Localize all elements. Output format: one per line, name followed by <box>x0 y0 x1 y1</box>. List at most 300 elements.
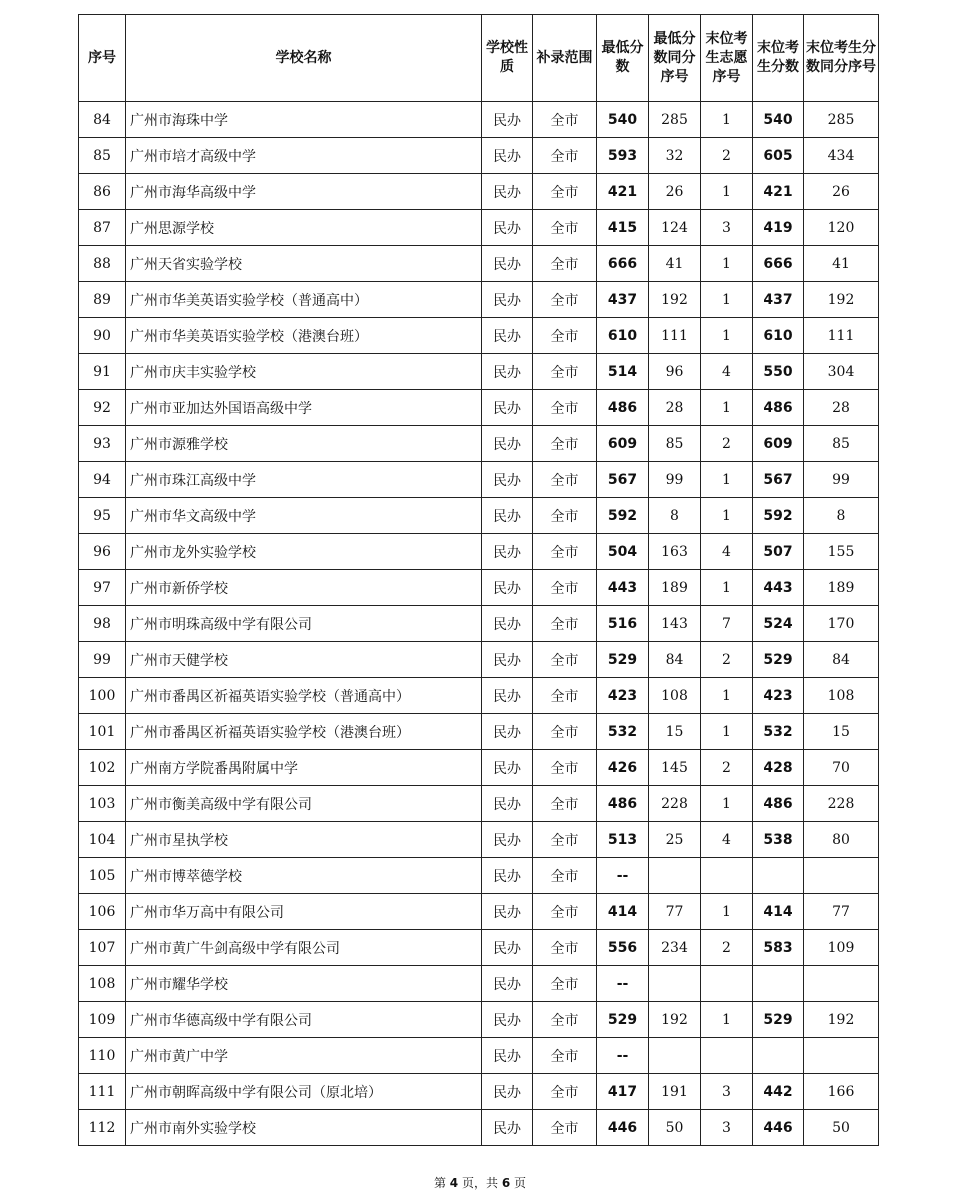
cell-scope: 全市 <box>533 714 597 750</box>
cell-index: 84 <box>79 102 126 138</box>
cell-last-score: 442 <box>753 1074 804 1110</box>
cell-last-choice-order: 3 <box>701 210 753 246</box>
cell-scope: 全市 <box>533 822 597 858</box>
table-row <box>79 750 879 786</box>
cell-min-score-rank: 192 <box>649 282 701 318</box>
cell-school-name: 广州市海珠中学 <box>126 102 482 138</box>
cell-scope: 全市 <box>533 606 597 642</box>
header-index: 序号 <box>79 15 126 102</box>
cell-last-choice-order: 1 <box>701 318 753 354</box>
cell-scope: 全市 <box>533 1002 597 1038</box>
cell-school-name: 广州市天健学校 <box>126 642 482 678</box>
cell-last-score-rank: 26 <box>804 174 879 210</box>
cell-min-score-rank: 96 <box>649 354 701 390</box>
cell-index: 94 <box>79 462 126 498</box>
cell-index: 92 <box>79 390 126 426</box>
table-body <box>79 102 879 1146</box>
cell-index: 109 <box>79 1002 126 1038</box>
cell-min-score: 423 <box>597 678 649 714</box>
cell-last-score-rank: 50 <box>804 1110 879 1146</box>
cell-min-score: 417 <box>597 1074 649 1110</box>
cell-scope: 全市 <box>533 858 597 894</box>
cell-min-score: 504 <box>597 534 649 570</box>
cell-scope: 全市 <box>533 210 597 246</box>
cell-school-type: 民办 <box>482 750 533 786</box>
cell-index: 99 <box>79 642 126 678</box>
cell-school-name: 广州市培才高级中学 <box>126 138 482 174</box>
cell-index: 102 <box>79 750 126 786</box>
cell-index: 93 <box>79 426 126 462</box>
cell-last-choice-order: 1 <box>701 786 753 822</box>
cell-school-name: 广州市南外实验学校 <box>126 1110 482 1146</box>
table-row <box>79 426 879 462</box>
cell-min-score: 443 <box>597 570 649 606</box>
cell-scope: 全市 <box>533 642 597 678</box>
cell-school-name: 广州市朝晖高级中学有限公司（原北培） <box>126 1074 482 1110</box>
cell-last-score-rank: 70 <box>804 750 879 786</box>
cell-school-name: 广州南方学院番禺附属中学 <box>126 750 482 786</box>
cell-scope: 全市 <box>533 678 597 714</box>
cell-school-type: 民办 <box>482 822 533 858</box>
cell-min-score-rank <box>649 1038 701 1074</box>
cell-school-type: 民办 <box>482 462 533 498</box>
cell-last-choice-order: 4 <box>701 822 753 858</box>
table-row <box>79 354 879 390</box>
cell-last-score: 610 <box>753 318 804 354</box>
cell-last-score: 550 <box>753 354 804 390</box>
table-row <box>79 570 879 606</box>
cell-min-score-rank: 50 <box>649 1110 701 1146</box>
cell-school-type: 民办 <box>482 1002 533 1038</box>
cell-last-score: 443 <box>753 570 804 606</box>
cell-index: 89 <box>79 282 126 318</box>
cell-scope: 全市 <box>533 318 597 354</box>
table-row <box>79 930 879 966</box>
table-row <box>79 246 879 282</box>
cell-scope: 全市 <box>533 102 597 138</box>
cell-min-score: 529 <box>597 1002 649 1038</box>
cell-last-score: 567 <box>753 462 804 498</box>
cell-min-score: 514 <box>597 354 649 390</box>
cell-school-name: 广州市华德高级中学有限公司 <box>126 1002 482 1038</box>
cell-last-choice-order: 1 <box>701 246 753 282</box>
footer-suffix: 页 <box>514 1176 527 1190</box>
cell-last-score: 605 <box>753 138 804 174</box>
table-row <box>79 1110 879 1146</box>
cell-last-score-rank: 304 <box>804 354 879 390</box>
cell-scope: 全市 <box>533 138 597 174</box>
cell-last-score-rank: 109 <box>804 930 879 966</box>
cell-school-name: 广州市博萃德学校 <box>126 858 482 894</box>
header-scope: 补录范围 <box>533 15 597 102</box>
cell-min-score-rank: 228 <box>649 786 701 822</box>
cell-min-score: 666 <box>597 246 649 282</box>
table-row <box>79 894 879 930</box>
cell-last-score-rank: 77 <box>804 894 879 930</box>
cell-scope: 全市 <box>533 246 597 282</box>
cell-index: 91 <box>79 354 126 390</box>
cell-last-choice-order: 1 <box>701 678 753 714</box>
cell-index: 101 <box>79 714 126 750</box>
cell-min-score: -- <box>597 966 649 1002</box>
cell-min-score: 610 <box>597 318 649 354</box>
cell-min-score-rank: 111 <box>649 318 701 354</box>
cell-index: 105 <box>79 858 126 894</box>
cell-min-score: 437 <box>597 282 649 318</box>
cell-min-score: -- <box>597 1038 649 1074</box>
cell-school-name: 广州市番禺区祈福英语实验学校（普通高中） <box>126 678 482 714</box>
header-school-type: 学校性质 <box>482 15 533 102</box>
cell-last-score-rank: 28 <box>804 390 879 426</box>
cell-school-type: 民办 <box>482 534 533 570</box>
cell-scope: 全市 <box>533 462 597 498</box>
table-row <box>79 606 879 642</box>
cell-index: 111 <box>79 1074 126 1110</box>
cell-index: 85 <box>79 138 126 174</box>
cell-last-choice-order: 4 <box>701 354 753 390</box>
cell-school-name: 广州市珠江高级中学 <box>126 462 482 498</box>
cell-index: 112 <box>79 1110 126 1146</box>
cell-min-score: 556 <box>597 930 649 966</box>
header-min-score-rank: 最低分数同分序号 <box>649 15 701 102</box>
cell-min-score: 513 <box>597 822 649 858</box>
cell-last-score: 524 <box>753 606 804 642</box>
cell-last-score: 428 <box>753 750 804 786</box>
header-last-score: 末位考生分数 <box>753 15 804 102</box>
cell-last-choice-order: 4 <box>701 534 753 570</box>
cell-last-choice-order: 3 <box>701 1074 753 1110</box>
cell-school-type: 民办 <box>482 606 533 642</box>
cell-last-score-rank: 189 <box>804 570 879 606</box>
cell-last-choice-order: 1 <box>701 462 753 498</box>
table-row <box>79 210 879 246</box>
cell-min-score: 609 <box>597 426 649 462</box>
cell-school-name: 广州市源雅学校 <box>126 426 482 462</box>
table-row <box>79 786 879 822</box>
cell-last-score-rank: 111 <box>804 318 879 354</box>
cell-school-type: 民办 <box>482 498 533 534</box>
cell-min-score: 421 <box>597 174 649 210</box>
cell-last-score: 419 <box>753 210 804 246</box>
cell-school-type: 民办 <box>482 642 533 678</box>
cell-school-name: 广州市星执学校 <box>126 822 482 858</box>
footer-page-number: 4 <box>449 1176 459 1190</box>
cell-scope: 全市 <box>533 894 597 930</box>
cell-index: 96 <box>79 534 126 570</box>
cell-school-name: 广州天省实验学校 <box>126 246 482 282</box>
cell-last-score-rank: 108 <box>804 678 879 714</box>
cell-index: 90 <box>79 318 126 354</box>
cell-scope: 全市 <box>533 1110 597 1146</box>
cell-scope: 全市 <box>533 354 597 390</box>
table-header-row <box>79 15 879 102</box>
cell-school-name: 广州市华美英语实验学校（港澳台班） <box>126 318 482 354</box>
cell-last-choice-order: 1 <box>701 390 753 426</box>
cell-school-name: 广州市黄广牛剑高级中学有限公司 <box>126 930 482 966</box>
cell-index: 103 <box>79 786 126 822</box>
cell-school-name: 广州思源学校 <box>126 210 482 246</box>
cell-last-score: 540 <box>753 102 804 138</box>
table-row <box>79 498 879 534</box>
cell-last-score <box>753 858 804 894</box>
cell-index: 104 <box>79 822 126 858</box>
cell-last-choice-order: 1 <box>701 570 753 606</box>
cell-scope: 全市 <box>533 930 597 966</box>
table-row <box>79 822 879 858</box>
cell-index: 100 <box>79 678 126 714</box>
cell-school-type: 民办 <box>482 1038 533 1074</box>
cell-last-choice-order: 1 <box>701 282 753 318</box>
cell-index: 88 <box>79 246 126 282</box>
cell-last-score-rank: 228 <box>804 786 879 822</box>
cell-last-score-rank: 85 <box>804 426 879 462</box>
cell-last-score: 532 <box>753 714 804 750</box>
cell-min-score-rank: 99 <box>649 462 701 498</box>
cell-min-score: 529 <box>597 642 649 678</box>
cell-index: 106 <box>79 894 126 930</box>
cell-min-score-rank: 28 <box>649 390 701 426</box>
cell-school-type: 民办 <box>482 354 533 390</box>
cell-min-score-rank: 108 <box>649 678 701 714</box>
cell-scope: 全市 <box>533 750 597 786</box>
cell-last-score-rank: 99 <box>804 462 879 498</box>
table-row <box>79 642 879 678</box>
table-row <box>79 714 879 750</box>
cell-min-score-rank: 124 <box>649 210 701 246</box>
table-row <box>79 390 879 426</box>
cell-last-choice-order: 2 <box>701 930 753 966</box>
cell-last-score: 609 <box>753 426 804 462</box>
cell-last-choice-order: 1 <box>701 714 753 750</box>
cell-min-score: 540 <box>597 102 649 138</box>
cell-last-choice-order: 1 <box>701 894 753 930</box>
table-row <box>79 858 879 894</box>
cell-last-score-rank: 120 <box>804 210 879 246</box>
table-row <box>79 534 879 570</box>
cell-min-score-rank: 189 <box>649 570 701 606</box>
cell-last-choice-order: 3 <box>701 1110 753 1146</box>
cell-last-score-rank: 84 <box>804 642 879 678</box>
cell-last-score-rank: 15 <box>804 714 879 750</box>
cell-last-score-rank: 155 <box>804 534 879 570</box>
cell-last-score-rank: 80 <box>804 822 879 858</box>
footer-total-pages: 6 <box>501 1176 511 1190</box>
table-row <box>79 318 879 354</box>
cell-min-score-rank: 143 <box>649 606 701 642</box>
cell-school-type: 民办 <box>482 1074 533 1110</box>
cell-last-score: 486 <box>753 786 804 822</box>
cell-school-type: 民办 <box>482 246 533 282</box>
cell-last-score: 423 <box>753 678 804 714</box>
table-row <box>79 102 879 138</box>
cell-min-score-rank: 84 <box>649 642 701 678</box>
cell-min-score: 516 <box>597 606 649 642</box>
admission-score-table <box>78 14 879 1146</box>
cell-last-choice-order <box>701 858 753 894</box>
cell-scope: 全市 <box>533 426 597 462</box>
cell-scope: 全市 <box>533 390 597 426</box>
cell-min-score: 486 <box>597 786 649 822</box>
cell-scope: 全市 <box>533 1038 597 1074</box>
cell-last-score-rank <box>804 858 879 894</box>
cell-school-type: 民办 <box>482 390 533 426</box>
cell-school-name: 广州市庆丰实验学校 <box>126 354 482 390</box>
cell-last-choice-order: 7 <box>701 606 753 642</box>
cell-school-name: 广州市龙外实验学校 <box>126 534 482 570</box>
cell-min-score-rank: 8 <box>649 498 701 534</box>
cell-index: 98 <box>79 606 126 642</box>
cell-school-name: 广州市衡美高级中学有限公司 <box>126 786 482 822</box>
cell-last-score: 529 <box>753 1002 804 1038</box>
cell-school-type: 民办 <box>482 894 533 930</box>
table-row <box>79 1038 879 1074</box>
cell-scope: 全市 <box>533 498 597 534</box>
cell-last-score-rank: 41 <box>804 246 879 282</box>
table-row <box>79 966 879 1002</box>
cell-index: 97 <box>79 570 126 606</box>
cell-school-type: 民办 <box>482 138 533 174</box>
cell-last-choice-order: 2 <box>701 426 753 462</box>
table-row <box>79 282 879 318</box>
cell-school-name: 广州市华文高级中学 <box>126 498 482 534</box>
cell-last-score: 486 <box>753 390 804 426</box>
cell-last-score: 529 <box>753 642 804 678</box>
table-row <box>79 174 879 210</box>
cell-min-score: 567 <box>597 462 649 498</box>
cell-last-score <box>753 966 804 1002</box>
cell-last-score: 421 <box>753 174 804 210</box>
cell-min-score: 426 <box>597 750 649 786</box>
cell-min-score-rank: 234 <box>649 930 701 966</box>
cell-school-type: 民办 <box>482 966 533 1002</box>
cell-min-score-rank: 285 <box>649 102 701 138</box>
cell-index: 110 <box>79 1038 126 1074</box>
cell-min-score-rank: 145 <box>649 750 701 786</box>
cell-min-score: 446 <box>597 1110 649 1146</box>
cell-school-name: 广州市黄广中学 <box>126 1038 482 1074</box>
cell-min-score: 592 <box>597 498 649 534</box>
cell-school-type: 民办 <box>482 786 533 822</box>
cell-last-score: 583 <box>753 930 804 966</box>
cell-min-score-rank: 191 <box>649 1074 701 1110</box>
cell-last-score: 414 <box>753 894 804 930</box>
cell-school-name: 广州市海华高级中学 <box>126 174 482 210</box>
cell-school-type: 民办 <box>482 102 533 138</box>
cell-school-type: 民办 <box>482 318 533 354</box>
cell-last-score-rank: 285 <box>804 102 879 138</box>
cell-min-score-rank: 32 <box>649 138 701 174</box>
cell-min-score-rank: 25 <box>649 822 701 858</box>
cell-school-name: 广州市亚加达外国语高级中学 <box>126 390 482 426</box>
cell-min-score-rank: 41 <box>649 246 701 282</box>
cell-last-score-rank <box>804 1038 879 1074</box>
cell-min-score-rank: 192 <box>649 1002 701 1038</box>
cell-school-type: 民办 <box>482 930 533 966</box>
cell-last-score: 446 <box>753 1110 804 1146</box>
cell-school-type: 民办 <box>482 174 533 210</box>
cell-scope: 全市 <box>533 282 597 318</box>
cell-min-score: 486 <box>597 390 649 426</box>
header-last-choice-order: 末位考生志愿序号 <box>701 15 753 102</box>
cell-last-choice-order: 2 <box>701 642 753 678</box>
cell-school-name: 广州市华美英语实验学校（普通高中） <box>126 282 482 318</box>
cell-school-type: 民办 <box>482 678 533 714</box>
table-row <box>79 1074 879 1110</box>
cell-school-type: 民办 <box>482 426 533 462</box>
cell-school-type: 民办 <box>482 570 533 606</box>
cell-index: 87 <box>79 210 126 246</box>
cell-index: 95 <box>79 498 126 534</box>
cell-school-name: 广州市耀华学校 <box>126 966 482 1002</box>
cell-school-type: 民办 <box>482 1110 533 1146</box>
footer-prefix: 第 <box>433 1176 446 1190</box>
cell-min-score: -- <box>597 858 649 894</box>
cell-school-type: 民办 <box>482 858 533 894</box>
cell-last-choice-order: 1 <box>701 1002 753 1038</box>
cell-school-name: 广州市新侨学校 <box>126 570 482 606</box>
cell-last-choice-order <box>701 1038 753 1074</box>
page-footer <box>0 1174 960 1191</box>
cell-school-name: 广州市明珠高级中学有限公司 <box>126 606 482 642</box>
cell-last-choice-order: 2 <box>701 750 753 786</box>
header-min-score: 最低分数 <box>597 15 649 102</box>
cell-last-score-rank: 170 <box>804 606 879 642</box>
footer-middle: 页，共 <box>461 1176 498 1190</box>
cell-min-score-rank: 85 <box>649 426 701 462</box>
table-row <box>79 138 879 174</box>
cell-min-score-rank <box>649 966 701 1002</box>
cell-min-score-rank: 26 <box>649 174 701 210</box>
cell-last-choice-order <box>701 966 753 1002</box>
cell-index: 86 <box>79 174 126 210</box>
cell-school-type: 民办 <box>482 282 533 318</box>
cell-min-score-rank: 77 <box>649 894 701 930</box>
cell-last-score: 592 <box>753 498 804 534</box>
cell-scope: 全市 <box>533 570 597 606</box>
cell-last-score: 666 <box>753 246 804 282</box>
cell-min-score: 593 <box>597 138 649 174</box>
cell-school-name: 广州市番禺区祈福英语实验学校（港澳台班） <box>126 714 482 750</box>
cell-index: 108 <box>79 966 126 1002</box>
cell-scope: 全市 <box>533 1074 597 1110</box>
cell-scope: 全市 <box>533 786 597 822</box>
cell-last-score: 437 <box>753 282 804 318</box>
cell-min-score: 532 <box>597 714 649 750</box>
cell-scope: 全市 <box>533 174 597 210</box>
cell-last-choice-order: 1 <box>701 174 753 210</box>
cell-min-score-rank <box>649 858 701 894</box>
cell-last-score <box>753 1038 804 1074</box>
header-school-name: 学校名称 <box>126 15 482 102</box>
table-row <box>79 1002 879 1038</box>
cell-last-score: 507 <box>753 534 804 570</box>
cell-school-type: 民办 <box>482 714 533 750</box>
cell-last-score-rank: 192 <box>804 282 879 318</box>
cell-min-score: 415 <box>597 210 649 246</box>
cell-school-type: 民办 <box>482 210 533 246</box>
cell-last-score-rank: 166 <box>804 1074 879 1110</box>
cell-last-choice-order: 1 <box>701 102 753 138</box>
cell-min-score-rank: 15 <box>649 714 701 750</box>
cell-scope: 全市 <box>533 966 597 1002</box>
cell-last-score-rank: 192 <box>804 1002 879 1038</box>
table-row <box>79 462 879 498</box>
cell-index: 107 <box>79 930 126 966</box>
cell-last-score-rank: 434 <box>804 138 879 174</box>
cell-last-score: 538 <box>753 822 804 858</box>
cell-last-choice-order: 2 <box>701 138 753 174</box>
table-row <box>79 678 879 714</box>
